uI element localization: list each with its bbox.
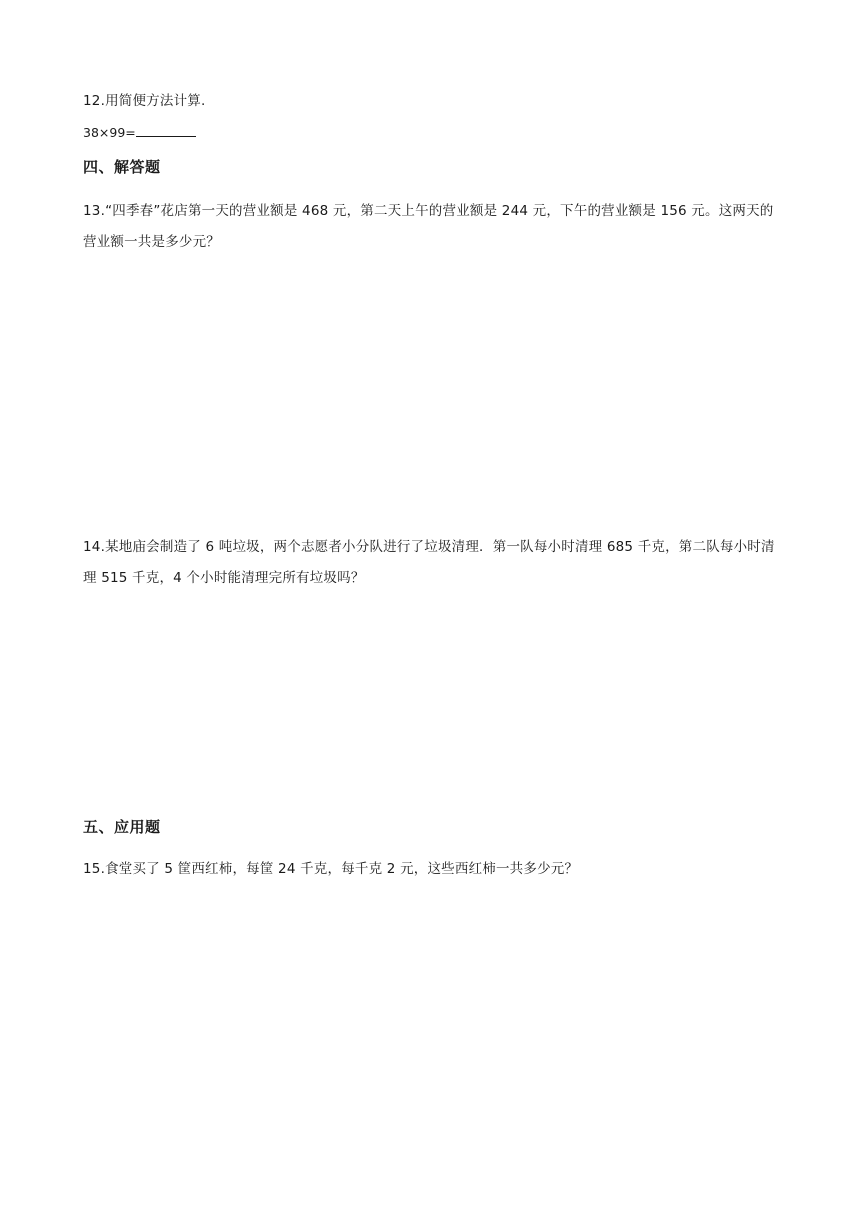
question-15-text: 15.食堂买了 5 筐西红柿，每筐 24 千克，每千克 2 元，这些西红柿一共多少元？ bbox=[83, 861, 579, 877]
question-12-expression-text: 38×99= bbox=[83, 125, 136, 140]
section-heading-five: 五、应用题 bbox=[83, 818, 161, 836]
question-13-text: 13.“四季春”花店第一天的营业额是 468 元，第二天上午的营业额是 244 元，下午的营业额是 156 元。这两天的营业额一共是多少元？ bbox=[83, 203, 774, 250]
question-14-text: 14.某地庙会制造了 6 吨垃圾，两个志愿者小分队进行了垃圾清理．第一队每小时清理 685 千克，第二队每小时清理 515 千克，4 个小时能清理完所有垃圾吗？ bbox=[83, 539, 775, 586]
answer-blank[interactable] bbox=[136, 124, 196, 137]
section-heading-four: 四、解答题 bbox=[83, 158, 161, 176]
question-12-expression bbox=[83, 124, 783, 142]
question-12-prompt: 12.用简便方法计算. bbox=[83, 93, 206, 109]
